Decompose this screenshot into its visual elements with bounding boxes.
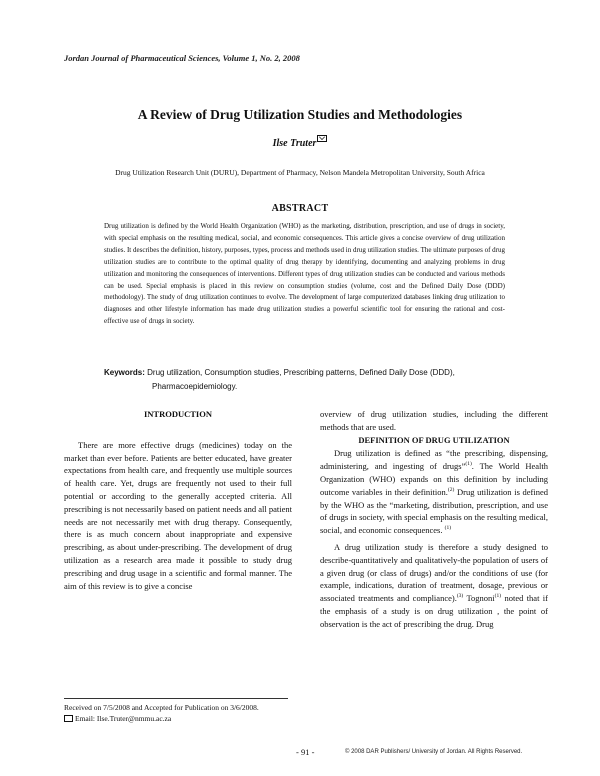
introduction-paragraph: There are more effective drugs (medicines) today on the market than ever before. Patients are better educated, have greater expectations from health care, and frequently use multiple sources of health care. Yet, drugs are frequently not used to their full potential or according to the generally accepted criteria. All prescribing is not necessarily based on patient needs and all patient needs are not necessarily met with drug therapy. Consequently, there is as much concern about inappropriate and expensive prescribing, as about under-prescribing. The development of drug utilization as a research area made it possible to study drug prescribing and drug usage in a scientific and formal manner. The aim of this review is to give a concise (64, 439, 293, 591)
journal-header: Jordan Journal of Pharmaceutical Sciences, Volume 1, No. 2, 2008 (64, 53, 300, 63)
article-title: A Review of Drug Utilization Studies and Methodologies (137, 107, 463, 122)
email-link[interactable]: Email: Ilse.Truter@nmmu.ac.za (75, 713, 172, 723)
citation: (2) (447, 486, 455, 493)
keywords (104, 366, 505, 394)
envelope-icon (64, 715, 73, 722)
keywords-label: Keywords: (104, 368, 145, 377)
keywords-line2: Pharmacoepidemiology. (152, 382, 238, 391)
definition-paragraph-2: A drug utilization study is therefore a study designed to describe-quantitatively and qualitatively-the population of users of a given drug (or class of drugs) and/or the conditions of use (for example, indications, duration of treatment, dosage, previous or associated treatments and compliance).$^{(3)}$ Tognoni$^{(1)}$ noted that if the emphasis of a study is on drug utilization , the point of observation is the act of prescribing the drug. Drug (320, 541, 548, 629)
keywords-line1: Drug utilization, Consumption studies, Prescribing patterns, Defined Daily Dose (DDD), (147, 368, 455, 377)
author-line (0, 138, 600, 149)
citation: (3) (456, 593, 464, 600)
right-column (320, 408, 548, 631)
received-note: Received on 7/5/2008 and Accepted for Publication on 3/6/2008. (64, 703, 259, 712)
citation: (1) (465, 461, 472, 468)
email-note (64, 714, 292, 725)
author-name: Ilse Truter (272, 138, 317, 149)
abstract-heading: ABSTRACT (271, 203, 329, 214)
introduction-heading: INTRODUCTION (143, 409, 212, 419)
footnote (64, 703, 292, 724)
affiliation: Drug Utilization Research Unit (DURU), Department of Pharmacy, Nelson Mandela Metropolitan University, South Africa (115, 168, 485, 177)
citation: (1) (494, 593, 502, 600)
footnote-divider (64, 698, 288, 699)
definition-heading: DEFINITION OF DRUG UTILIZATION (358, 434, 510, 445)
left-column (64, 408, 292, 592)
page-number: - 91 - (296, 747, 315, 757)
envelope-icon (317, 135, 327, 142)
definition-paragraph-1: Drug utilization is defined as “the prescribing, dispensing, administering, and ingesting of drugs”$^{(1)}$. The World Health Organization (WHO) expands on this definition by including outcome variables in their definition.$^{(2)}$ Drug utilization is defined by the WHO as the “marketing, distribution, prescription, and use of drugs in society, with special emphasis on the resulting medical, social, and economic consequences. $^{(1)}$ (320, 448, 549, 536)
copyright-notice: © 2008 DAR Publishers/ University of Jordan. All Rights Reserved. (345, 749, 523, 755)
intro-continuation: overview of drug utilization studies, including the different methods that are used. (320, 409, 548, 432)
citation: (1) (444, 525, 452, 532)
abstract-text: Drug utilization is defined by the World Health Organization (WHO) as the marketing, distribution, prescription, and use of drugs in society, with special emphasis on the resulting medical, social, and economic consequences. This article gives a concise overview of drug utilization studies. It describes the definition, history, purposes, types, process and methods used in drug utilization studies. The ultimate purposes of drug utilization studies are to contribute to the optimal quality of drug therapy by identifying, documenting and analyzing problems in drug utilization and monitoring the consequences of interventions. Different types of drug utilization studies can be conducted and various methods can be used. Special emphasis is placed in this review on consumption studies (volume, cost and the Defined Daily Dose (DDD) methodology). The study of drug utilization continues to evolve. The development of large computerized databases linking drug utilization to diagnoses and other lifestyle information has made drug utilization studies a powerful scientific tool for ensuring the rational and cost-effective use of drugs in society. (104, 222, 505, 326)
